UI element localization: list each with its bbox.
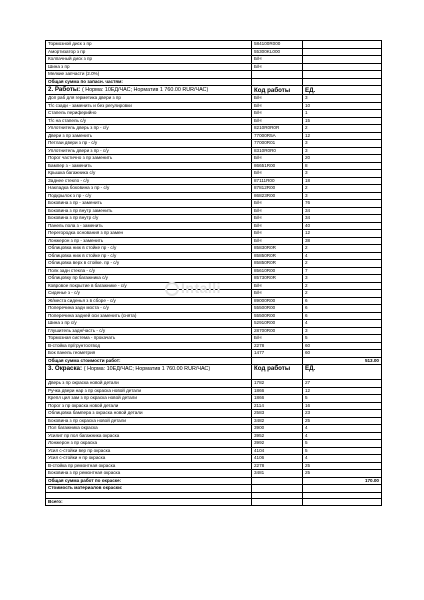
item-code: 52910R00 [252, 320, 303, 328]
item-qty: 38 [303, 237, 382, 245]
item-code: 8310R0R0 [252, 147, 303, 155]
item-qty: 6 [303, 297, 382, 305]
item-code: 28700R00 [252, 327, 303, 335]
item-code: 85610R00 [252, 267, 303, 275]
works-row [46, 267, 382, 275]
item-name: Усил с-стойки н пр окраска [46, 455, 252, 463]
works-row [46, 260, 382, 268]
item-code [252, 71, 303, 79]
item-qty: 3 [303, 147, 382, 155]
works-row [46, 222, 382, 230]
item-code: 3482 [252, 417, 303, 425]
item-name: Глушитель задн/часть - с/у [46, 327, 252, 335]
item-qty: 6 [303, 305, 382, 313]
item-code: Б/Н [252, 335, 303, 343]
works-row [46, 305, 382, 313]
works-row [46, 327, 382, 335]
item-code: Б/Н [252, 117, 303, 125]
item-qty: 25 [303, 470, 382, 478]
item-qty: 5 [303, 395, 382, 403]
summary-body [46, 477, 382, 506]
item-name: Тормозная система - прокачать [46, 335, 252, 343]
works-title: 2. Работы: [48, 86, 81, 93]
item-qty: 60 [303, 342, 382, 350]
works-norm: ( Норма: 10ЕД/ЧАС; Норматив 1 760.00 RUR/ЧАС) [81, 87, 209, 93]
item-name: Облицовка верх в стойке. пр - с/у [46, 260, 252, 268]
item-qty: 8 [303, 162, 382, 170]
works-row [46, 237, 382, 245]
item-code: 3952 [252, 432, 303, 440]
paint-header-row [46, 365, 382, 380]
item-qty: 2 [303, 245, 382, 253]
item-code: 2583 [252, 410, 303, 418]
item-name: Стапель периферийно [46, 110, 252, 118]
item-qty: 27 [303, 380, 382, 388]
paint-materials-label: Стоимость материалов окраски: [46, 485, 252, 493]
item-name: Уплотнитель двери з пр - с/у [46, 147, 252, 155]
item-code: 55500R00 [252, 312, 303, 320]
item-qty: 16 [303, 402, 382, 410]
item-name: Шина з пр с/у [46, 320, 252, 328]
paint-row [46, 395, 382, 403]
item-name: Сиденье з - с/у [46, 290, 252, 298]
works-row [46, 335, 382, 343]
item-qty: 1 [303, 110, 382, 118]
item-code: Б/Н [252, 290, 303, 298]
item-name: Боковина з пр внутр заменить [46, 207, 252, 215]
works-row [46, 282, 382, 290]
works-row [46, 215, 382, 223]
works-header-cell [46, 86, 252, 95]
parts-row [46, 56, 382, 64]
grand-total-row [46, 498, 382, 506]
item-name: В-стойка пр/грунтоотвод [46, 342, 252, 350]
item-name: Накладка боковина з пр - с/у [46, 185, 252, 193]
item-name: Облицовка бампера з окраска новой детали [46, 410, 252, 418]
works-row [46, 245, 382, 253]
paint-row [46, 425, 382, 433]
item-code: 85830R0R [252, 245, 303, 253]
works-row [46, 230, 382, 238]
works-row [46, 192, 382, 200]
item-qty [303, 48, 382, 56]
works-header-row [46, 86, 382, 95]
item-qty: 3 [303, 140, 382, 148]
item-qty: 3 [303, 192, 382, 200]
works-total-body [46, 357, 382, 380]
works-row [46, 342, 382, 350]
item-name: Уплотнитель дверь з пр - с/у [46, 125, 252, 133]
item-name: Крепл цил зам з пр окраска новой детали [46, 395, 252, 403]
item-qty: 15 [303, 117, 382, 125]
item-code: 1866 [252, 395, 303, 403]
item-qty: 2 [303, 260, 382, 268]
estimate-table [45, 40, 382, 506]
item-name: Боковина з пр - заменить [46, 200, 252, 208]
item-name: Панель пола з - заменить [46, 222, 252, 230]
item-code: 86823R00 [252, 192, 303, 200]
item-code: 2278 [252, 462, 303, 470]
item-qty [303, 63, 382, 71]
item-name: Тормозной диск з пр [46, 41, 252, 49]
works-row [46, 147, 382, 155]
item-qty: 4 [303, 432, 382, 440]
paint-col-qty: ЕД. [303, 365, 382, 380]
works-row [46, 185, 382, 193]
item-code: 55300KL000 [252, 48, 303, 56]
item-code: Б/Н [252, 230, 303, 238]
parts-row [46, 71, 382, 79]
item-name: Шина з пр [46, 63, 252, 71]
works-col-qty: ЕД. [303, 86, 382, 95]
works-row [46, 200, 382, 208]
item-qty [303, 41, 382, 49]
item-name: Боковина з пр внутр с/у [46, 215, 252, 223]
works-row [46, 132, 382, 140]
works-total-label: Общая сумма стоимости работ: [46, 357, 252, 365]
parts-total-row [46, 78, 382, 86]
item-name: Боковина з пр ремонтная окраска [46, 470, 252, 478]
item-name: Мелкие запчасти (2.0%) [46, 71, 252, 79]
works-total-value: 513.00 [303, 357, 382, 365]
item-qty: 5 [303, 335, 382, 343]
item-code: Б/Н [252, 222, 303, 230]
item-code: 85730R0R [252, 275, 303, 283]
item-code: 85850R0R [252, 252, 303, 260]
item-qty: 5 [303, 440, 382, 448]
item-name: Колпачный диск з пр [46, 56, 252, 64]
item-name: Крышка багажника с/у [46, 170, 252, 178]
item-qty: 3 [303, 275, 382, 283]
item-qty: 34 [303, 215, 382, 223]
item-code: Б/Н [252, 170, 303, 178]
item-qty: 23 [303, 410, 382, 418]
item-code: 77000R5A [252, 132, 303, 140]
item-qty: 25 [303, 417, 382, 425]
item-code: 4106 [252, 455, 303, 463]
paint-row [46, 462, 382, 470]
works-row [46, 320, 382, 328]
paint-norm: ( Норма: 10ЕД/ЧАС; Норматив 1 760.00 RUR/ЧАС) [83, 366, 211, 372]
item-code: Б/Н [252, 200, 303, 208]
works-col-code: Код работы [252, 86, 303, 95]
item-qty: 6 [303, 312, 382, 320]
works-row [46, 110, 382, 118]
item-name: Усил с-стойки вер пр окраска [46, 447, 252, 455]
paint-row [46, 402, 382, 410]
item-code: 3481 [252, 470, 303, 478]
item-code: Б/Н [252, 207, 303, 215]
works-total-row [46, 357, 382, 365]
works-row [46, 312, 382, 320]
item-qty: 34 [303, 207, 382, 215]
item-name: Амортизатор з пр [46, 48, 252, 56]
item-name: Ручка двери нар з пр окраска новой детали [46, 387, 252, 395]
item-code: 85850R0R [252, 260, 303, 268]
item-qty: 18 [303, 177, 382, 185]
item-qty: 4 [303, 455, 382, 463]
item-code: 1866 [252, 387, 303, 395]
item-qty: 3 [303, 170, 382, 178]
item-name: Лонжерон з пр - заменить [46, 237, 252, 245]
paint-total-row [46, 477, 382, 485]
item-name: Лонжерон з пр окраска [46, 440, 252, 448]
item-name: Бампер з - заменить [46, 162, 252, 170]
parts-tail-body [46, 41, 382, 79]
item-code: 1477 [252, 350, 303, 358]
item-qty: 76 [303, 200, 382, 208]
item-qty: 4 [303, 425, 382, 433]
paint-title: 3. Окраска: [48, 365, 83, 372]
item-code: Б/Н [252, 56, 303, 64]
works-row [46, 177, 382, 185]
works-row [46, 297, 382, 305]
paint-body [46, 380, 382, 478]
item-name: Ковровое покрытие в багажнике - с/у [46, 282, 252, 290]
item-code: Б/Н [252, 95, 303, 103]
works-row [46, 140, 382, 148]
item-name: Доп раб для герметика двери з пр [46, 95, 252, 103]
parts-row [46, 41, 382, 49]
item-qty: 12 [303, 387, 382, 395]
paint-header-cell [46, 365, 252, 380]
item-name: Усилит пр пол багажника окраска [46, 432, 252, 440]
works-row [46, 117, 382, 125]
item-name: Боковина з пр окраска новой детали [46, 417, 252, 425]
works-row [46, 252, 382, 260]
item-name: Поперечина задней оси заменить (снята) [46, 312, 252, 320]
item-name: Поперечина задн моста - с/у [46, 305, 252, 313]
item-qty [303, 71, 382, 79]
item-qty: 3 [303, 327, 382, 335]
item-name: Т/с на стапель с/у [46, 117, 252, 125]
item-code: Б/Н [252, 110, 303, 118]
item-name: Порог з пр окраска новой детали [46, 402, 252, 410]
item-name: Перегородка основания з пр замен [46, 230, 252, 238]
item-code: 584100R000 [252, 41, 303, 49]
item-qty: 20 [303, 155, 382, 163]
item-qty: 60 [303, 350, 382, 358]
item-qty: 2 [303, 185, 382, 193]
item-qty: 12 [303, 230, 382, 238]
paint-total-value: 170.00 [303, 477, 382, 485]
item-qty [303, 56, 382, 64]
works-row [46, 102, 382, 110]
item-code: 86651R00 [252, 162, 303, 170]
paint-row [46, 417, 382, 425]
paint-materials-row [46, 485, 382, 493]
works-row [46, 207, 382, 215]
item-qty: 7 [303, 267, 382, 275]
item-code: Б/Н [252, 102, 303, 110]
paint-row [46, 455, 382, 463]
paint-row [46, 387, 382, 395]
item-qty: 25 [303, 462, 382, 470]
paint-total-label: Общая сумма работ по окраске: [46, 477, 252, 485]
item-name: Пол багажника окраска [46, 425, 252, 433]
item-name: Т/с сзади - заменить и без регулировки [46, 102, 252, 110]
item-code: 87812R00 [252, 185, 303, 193]
item-qty: 2 [303, 290, 382, 298]
item-name: Дверь з пр окраска новой детали [46, 380, 252, 388]
paint-row [46, 432, 382, 440]
item-name: В-стойка пр ремонтная окраска [46, 462, 252, 470]
paint-row [46, 380, 382, 388]
item-code: 2114 [252, 402, 303, 410]
item-code: 8210R0R0R [252, 125, 303, 133]
item-code: 2278 [252, 342, 303, 350]
parts-row [46, 48, 382, 56]
works-body [46, 95, 382, 358]
paint-row [46, 447, 382, 455]
grand-total-label: Всего: [46, 498, 252, 506]
item-name: Ж/места сиденья з в сборе - с/у [46, 297, 252, 305]
watermark-text: Intalli [181, 280, 222, 296]
item-name: Заднее стекло - с/у [46, 177, 252, 185]
item-name: Облицовка ниж в стойке пр - с/у [46, 252, 252, 260]
estimate-sheet [45, 40, 381, 506]
item-qty: 40 [303, 222, 382, 230]
parts-total-body [46, 78, 382, 95]
paint-row [46, 440, 382, 448]
paint-col-code: Код работы [252, 365, 303, 380]
works-row [46, 162, 382, 170]
item-code: 55500R00 [252, 305, 303, 313]
item-name: Порог частично з пр заменить [46, 155, 252, 163]
item-code: 1782 [252, 380, 303, 388]
item-qty: 12 [303, 132, 382, 140]
paint-row [46, 410, 382, 418]
item-qty: 4 [303, 252, 382, 260]
item-code: 89000R00 [252, 297, 303, 305]
item-qty: 3 [303, 95, 382, 103]
item-name: Облицовку пр багажника с/у [46, 275, 252, 283]
item-code: Б/Н [252, 155, 303, 163]
parts-row [46, 63, 382, 71]
parts-total-label: Общая сумма по запасн. частям: [46, 78, 252, 86]
works-row [46, 170, 382, 178]
works-row [46, 155, 382, 163]
item-name: Полк задн стекла - с/у [46, 267, 252, 275]
item-code: 4104 [252, 447, 303, 455]
item-qty: 4 [303, 320, 382, 328]
item-name: Двери з пр заменить [46, 132, 252, 140]
item-code: Б/Н [252, 237, 303, 245]
item-code: 87111R00 [252, 177, 303, 185]
item-qty: 2 [303, 282, 382, 290]
item-code: 77000R01 [252, 140, 303, 148]
works-row [46, 350, 382, 358]
item-qty: 10 [303, 102, 382, 110]
works-row [46, 125, 382, 133]
item-name: Петлаи двери з пр - с/у [46, 140, 252, 148]
item-name: Бок панель геометрия [46, 350, 252, 358]
item-name: Подкрылок з пр - с/у [46, 192, 252, 200]
paint-row [46, 470, 382, 478]
item-code: 3900 [252, 425, 303, 433]
item-qty: 5 [303, 447, 382, 455]
works-row [46, 290, 382, 298]
item-name: Облицовка ниж в стойке пр - с/у [46, 245, 252, 253]
item-qty: 2 [303, 125, 382, 133]
item-code: 3992 [252, 440, 303, 448]
item-code: Б/Н [252, 215, 303, 223]
item-code: Б/Н [252, 282, 303, 290]
works-row [46, 95, 382, 103]
item-code: Б/Н [252, 63, 303, 71]
works-row [46, 275, 382, 283]
